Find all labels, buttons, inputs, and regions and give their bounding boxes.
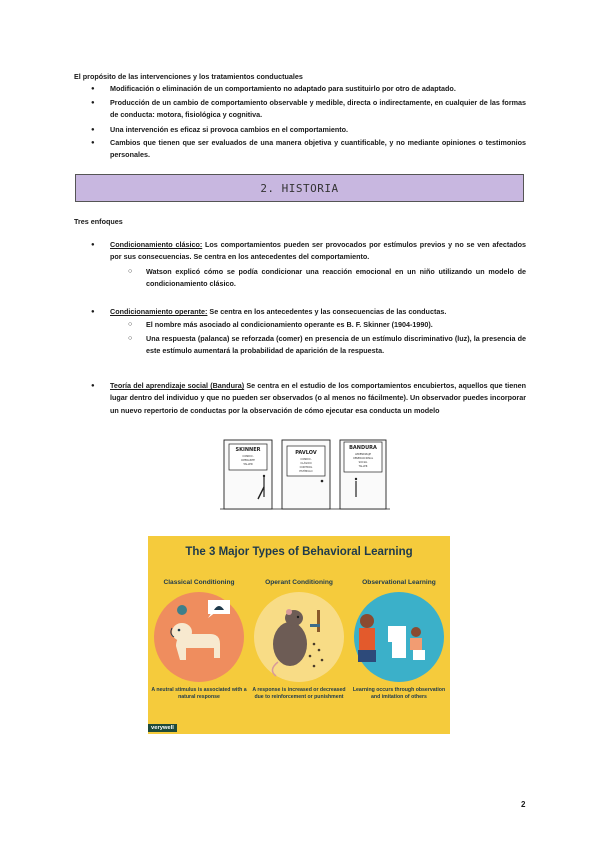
dog-bell-icon	[154, 592, 244, 682]
door3-line1: BANDURA	[349, 445, 377, 451]
term-social: Teoría del aprendizaje social (Bandura)	[110, 381, 245, 390]
enfoques-heading: Tres enfoques	[74, 217, 123, 226]
door1-line1: SKINNER	[235, 447, 261, 453]
type-operant-label: Operant Conditioning	[265, 579, 333, 586]
intro-bullet-1: ● Modificación o eliminación de un comportamiento no adaptado para sustituirlo por otro de adaptado.	[110, 83, 526, 95]
doors-cartoon	[220, 437, 390, 511]
door3-line4: SOCIAL	[358, 461, 368, 464]
behavioral-learning-infographic	[148, 536, 450, 734]
intro-bullet-3: ● Una intervención es eficaz si provoca cambios en el comportamiento.	[110, 124, 526, 136]
term-clasico: Condicionamiento clásico:	[110, 240, 203, 249]
door2-line1: PAVLOV	[295, 450, 317, 456]
sub-operante-respuesta: ○ Una respuesta (palanca) se reforzada (comer) en presencia de un estímulo discriminativo (luz), la presencia de este estímulo aumentará la probabilidad de aparición de la respuesta.	[146, 333, 526, 358]
verywell-logo: verywell	[148, 724, 177, 732]
type-classical-label: Classical Conditioning	[163, 579, 235, 586]
type-observational-label: Observational Learning	[362, 579, 436, 586]
bullet-social	[110, 380, 526, 417]
type-observational-desc: Learning occurs through observation and imitation of others	[352, 687, 446, 700]
sub-operante-skinner: ○ El nombre más asociado al condicionamiento operante es B. F. Skinner (1904-1990).	[146, 319, 526, 331]
term-operante: Condicionamiento operante:	[110, 307, 208, 316]
door3-line3: OBSERVACIONAL	[352, 457, 374, 460]
text-social: Se centra en el estudio de los comportamientos encubiertos, aquellos que tienen lugar dentro del individuo y que no pueden ser observados (o al menos no fácilmente). Un observador puedes incorporar un nuevo repertorio de conductas por la observación de cómo ejecutar esa conducta un modelo	[110, 381, 526, 415]
page-number: 2	[521, 800, 526, 809]
door1-line2: CONDIC.	[242, 455, 254, 458]
door3-line5: TALLER	[358, 465, 368, 468]
rat-lever-icon	[254, 592, 344, 682]
intro-bullet-4: ● Cambios que tienen que ser evaluados de una manera objetiva y cuantificable, y no mediante opiniones o testimonios personales.	[110, 137, 526, 162]
door2-line3: CLÁSICO	[300, 462, 312, 465]
text-clasico: Los comportamientos pueden ser provocados por estímulos previos y no se ven afectados por sus consecuencias. Se centra en los antecedentes del comportamiento.	[110, 240, 526, 262]
door3-line2: APRENDIZAJE	[354, 453, 372, 456]
door2-line5: ESTÍMULO	[299, 470, 313, 473]
infographic-title: The 3 Major Types of Behavioral Learning	[185, 546, 413, 558]
door2-line2: CONDIC.	[300, 458, 312, 461]
people-observing-icon	[354, 592, 444, 682]
text-operante: Se centra en los antecedentes y las consecuencias de las conductas.	[207, 307, 447, 316]
section-title: 2. HISTORIA	[260, 181, 339, 195]
door1-line3: OPERANTE	[241, 459, 255, 462]
sub-clasico-watson: ○ Watson explicó cómo se podía condicionar una reacción emocional en un niño utilizando un modelo de condicionamiento clásico.	[146, 266, 526, 291]
type-operant-desc: A response is increased or decreased due to reinforcement or punishment	[252, 687, 346, 700]
infographic-illustrations	[148, 588, 450, 686]
type-classical-desc: A neutral stimulus is associated with a natural response	[151, 687, 247, 700]
section-banner	[75, 174, 524, 202]
bullet-operante	[110, 306, 526, 318]
door1-line4: TALLER	[243, 463, 253, 466]
intro-bullet-2: ● Producción de un cambio de comportamiento observable y medible, directa o indirectamente, en cualquier de las formas de conducta: motora, fisiológica y cognitiva.	[110, 97, 526, 122]
bullet-clasico	[110, 239, 526, 264]
door2-line4: CONTROL	[299, 466, 313, 469]
intro-title: El propósito de las intervenciones y los tratamientos conductuales	[74, 72, 303, 81]
